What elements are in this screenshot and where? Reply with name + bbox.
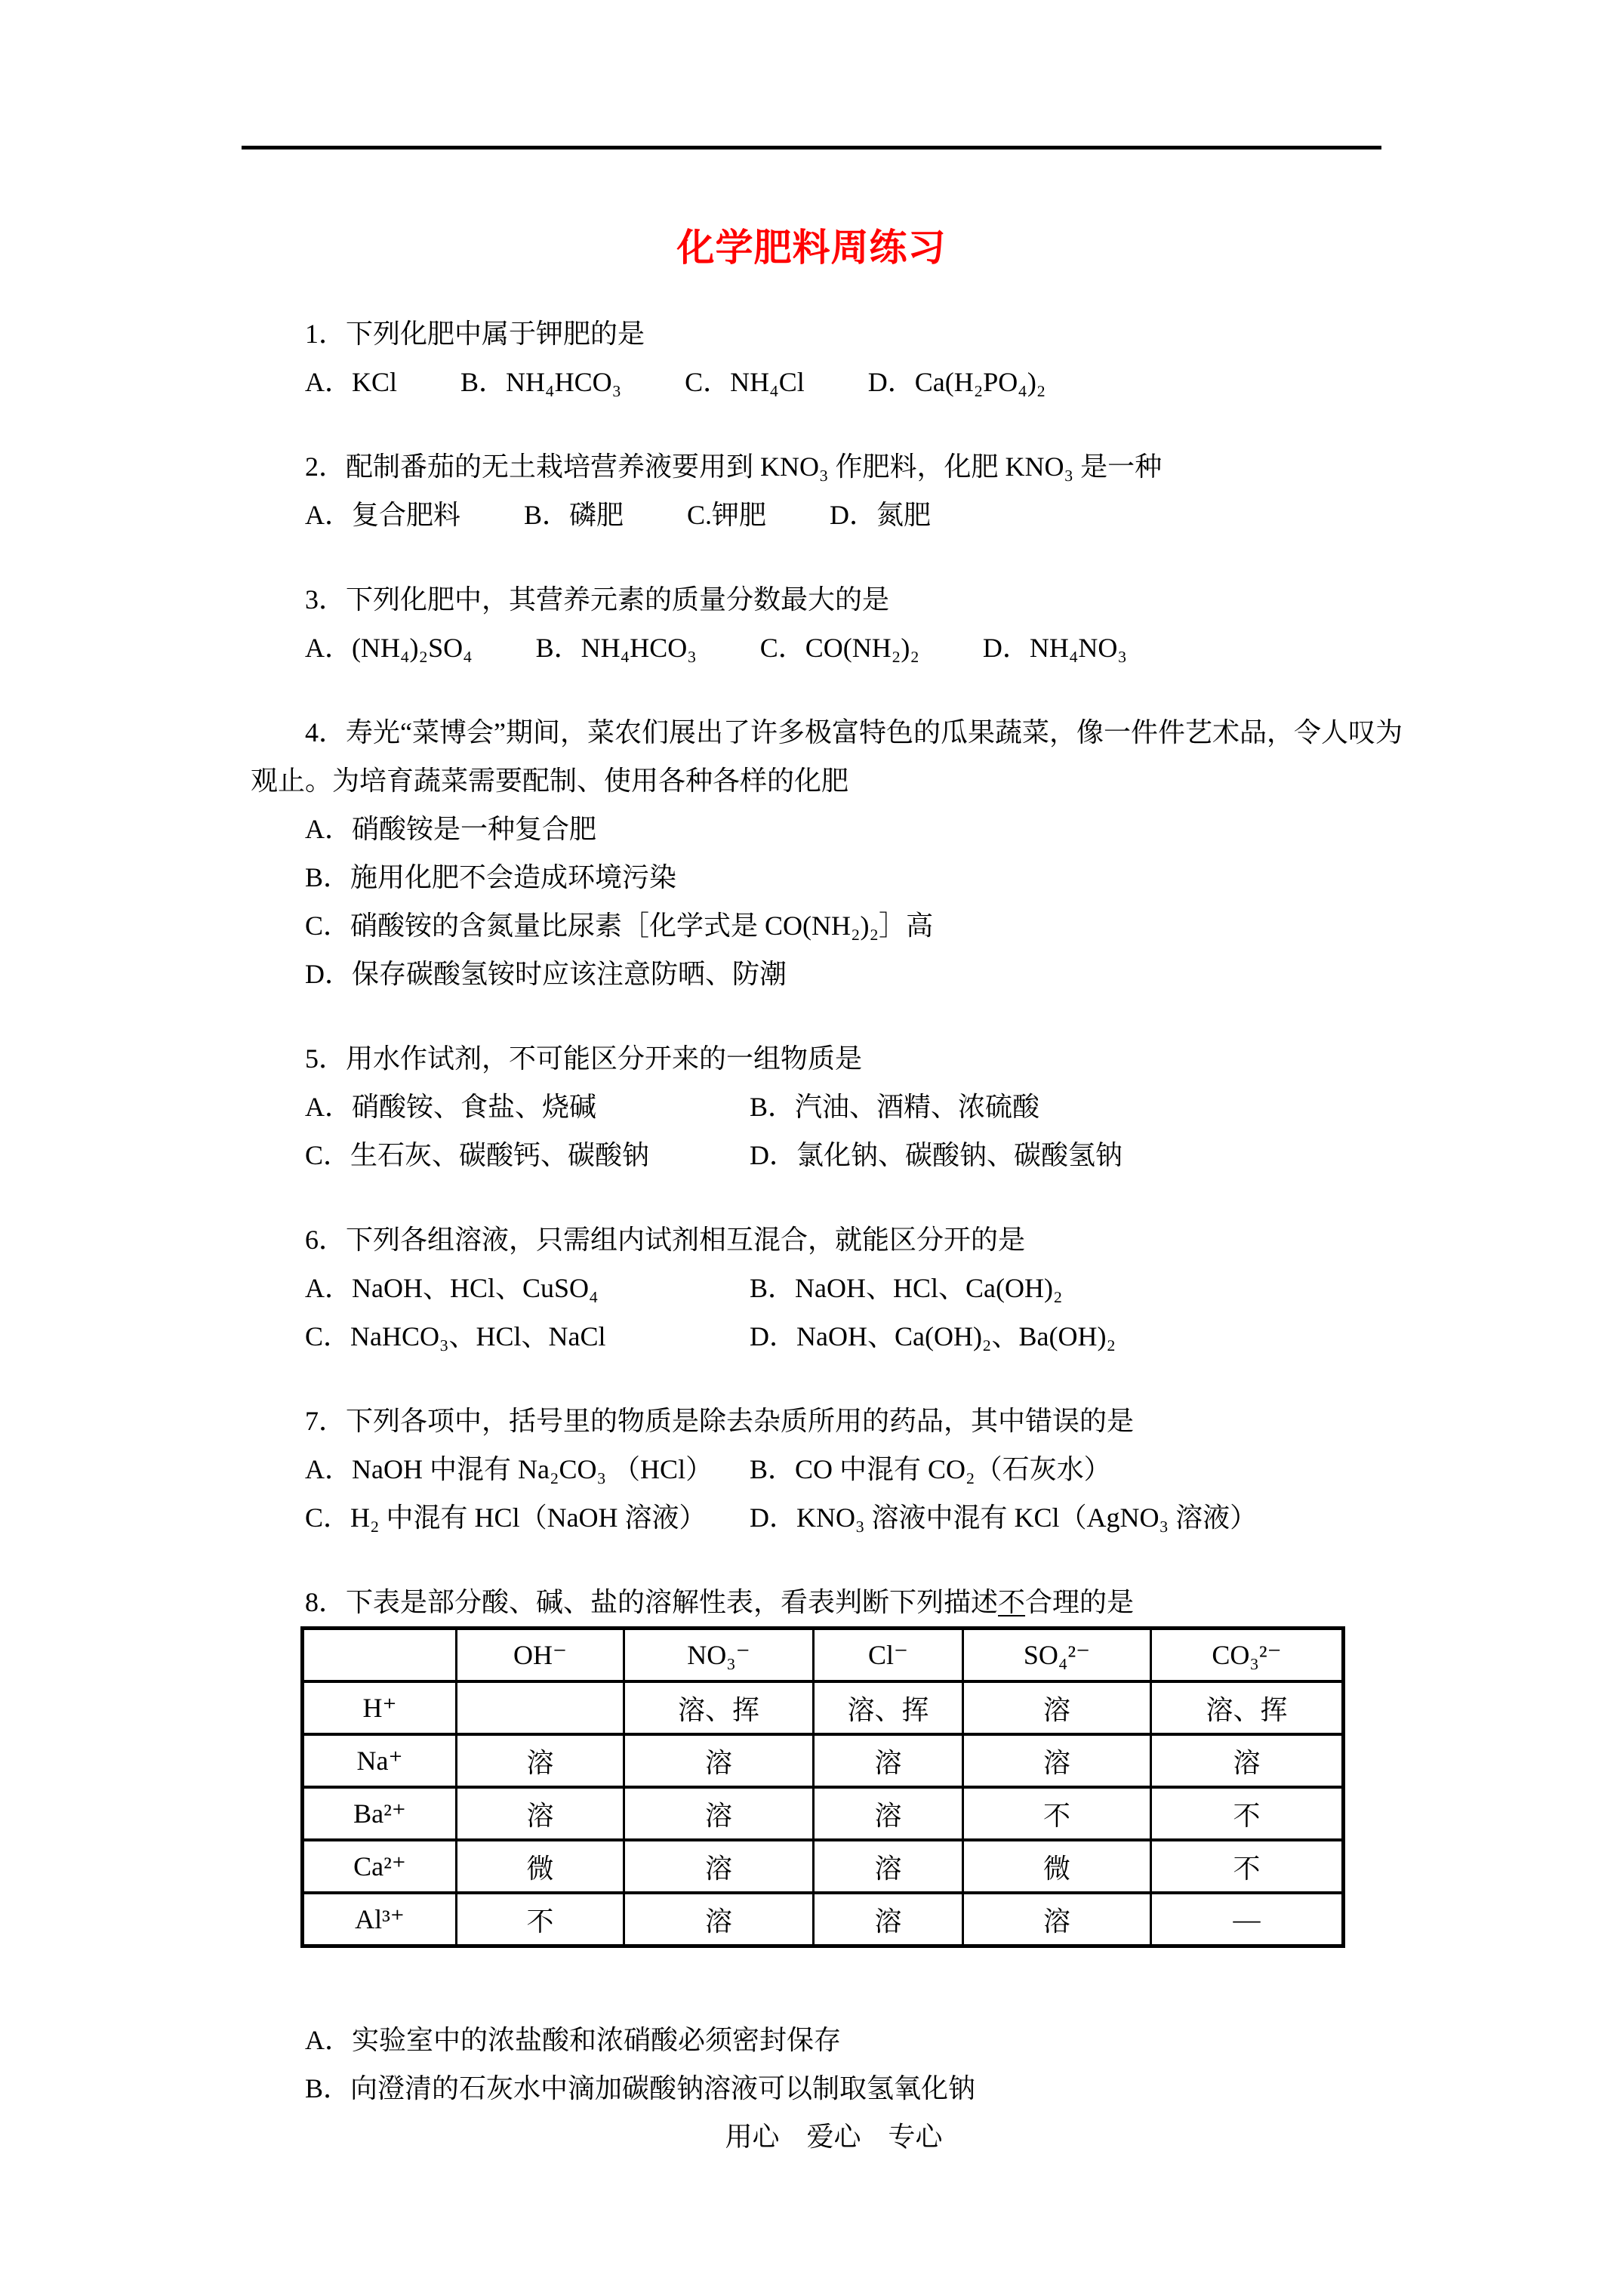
table-header-row	[303, 1629, 1344, 1682]
cell-na-oh: 溶	[457, 1734, 624, 1787]
cell-na-so4: 溶	[963, 1734, 1151, 1787]
table-header-no3: NO₃⁻	[624, 1629, 814, 1682]
cell-ba-so4: 不	[963, 1787, 1151, 1840]
row-label-na: Na⁺	[303, 1734, 457, 1787]
question-6	[251, 1216, 1417, 1361]
question-5-option-d: D．氯化钠、碳酸钠、碳酸氢钠	[750, 1140, 1123, 1170]
question-1-option-b: B．NH₄HCO₃	[460, 367, 622, 397]
question-8-choices	[251, 2016, 1417, 2113]
question-8-stem-underlined: 不	[998, 1587, 1026, 1617]
row-label-al: Al³⁺	[303, 1893, 457, 1946]
question-3-options	[251, 624, 1417, 672]
question-4-option-a: A．硝酸铵是一种复合肥	[305, 814, 596, 844]
cell-ca-co3: 不	[1151, 1840, 1344, 1893]
question-4	[251, 708, 1417, 998]
table-header-empty	[303, 1629, 457, 1682]
question-8-stem-after: 合理的是	[1025, 1587, 1135, 1617]
question-1-options	[251, 358, 1417, 406]
question-2-stem: 2．配制番茄的无土栽培营养液要用到 KNO₃ 作肥料，化肥 KNO₃ 是一种	[305, 451, 1163, 482]
question-1-option-a: A．KCl	[305, 367, 398, 397]
question-7-option-a: A．NaOH 中混有 Na₂CO₃ （HCl）	[305, 1454, 713, 1484]
document-body	[251, 310, 1417, 2161]
question-6-option-c: C．NaHCO₃、HCl、NaCl	[305, 1321, 606, 1351]
question-5-stem: 5．用水作试剂，不可能区分开来的一组物质是	[305, 1043, 863, 1074]
row-label-h: H⁺	[303, 1681, 457, 1734]
question-7-option-b: B．CO 中混有 CO₂（石灰水）	[750, 1454, 1111, 1484]
cell-ba-oh: 溶	[457, 1787, 624, 1840]
question-2-options	[251, 491, 1417, 539]
cell-ca-so4: 微	[963, 1840, 1151, 1893]
row-label-ca: Ca²⁺	[303, 1840, 457, 1893]
question-6-option-b: B．NaOH、HCl、Ca(OH)₂	[750, 1273, 1063, 1303]
question-5-option-a: A．硝酸铵、食盐、烧碱	[305, 1092, 596, 1122]
question-5-option-b: B．汽油、酒精、浓硫酸	[750, 1092, 1040, 1122]
question-3-option-d: D．NH₄NO₃	[982, 633, 1127, 663]
question-8-choice-b: B．向澄清的石灰水中滴加碳酸钠溶液可以制取氢氧化钠	[305, 2073, 976, 2103]
question-4-stem: 4．寿光“菜博会”期间，菜农们展出了许多极富特色的瓜果蔬菜，像一件件艺术品，令人叹为观止。为培育蔬菜需要配制、使用各种各样的化肥	[251, 717, 1403, 796]
table-header-so4: SO₄²⁻	[963, 1629, 1151, 1682]
question-1	[251, 310, 1417, 406]
question-1-option-c: C．NH₄Cl	[685, 367, 805, 397]
table-row-h	[303, 1681, 1344, 1734]
question-5-options-row-2	[251, 1131, 1417, 1179]
question-3-option-a: A．(NH₄)₂SO₄	[305, 633, 473, 663]
cell-na-no3: 溶	[624, 1734, 814, 1787]
document-title: 化学肥料周练习	[676, 227, 947, 269]
question-7-options-row-2	[251, 1493, 1417, 1542]
page-footer: 用心 爱心 专心	[725, 2122, 943, 2152]
cell-h-so4: 溶	[963, 1681, 1151, 1734]
question-7-option-d: D．KNO₃ 溶液中混有 KCl（AgNO₃ 溶液）	[750, 1502, 1258, 1533]
question-7	[251, 1397, 1417, 1542]
table-header-oh: OH⁻	[457, 1629, 624, 1682]
question-6-option-d: D．NaOH、Ca(OH)₂、Ba(OH)₂	[750, 1321, 1116, 1351]
question-2-option-c: C.钾肥	[687, 500, 767, 530]
question-1-stem: 1．下列化肥中属于钾肥的是	[305, 319, 645, 349]
table-row-ca	[303, 1840, 1344, 1893]
cell-h-cl: 溶、挥	[814, 1681, 963, 1734]
solubility-table	[300, 1626, 1345, 1948]
cell-al-cl: 溶	[814, 1893, 963, 1946]
table-row-al	[303, 1893, 1344, 1946]
question-7-option-c: C．H₂ 中混有 HCl（NaOH 溶液）	[305, 1502, 707, 1533]
question-1-option-d: D．Ca(H₂PO₄)₂	[867, 367, 1046, 397]
cell-h-oh	[457, 1681, 624, 1734]
table-header-co3: CO₃²⁻	[1151, 1629, 1344, 1682]
question-4-option-c: C．硝酸铵的含氮量比尿素［化学式是 CO(NH₂)₂］高	[305, 911, 934, 941]
cell-ba-no3: 溶	[624, 1787, 814, 1840]
question-5-options-row-1	[251, 1083, 1417, 1131]
question-6-options-row-1	[251, 1264, 1417, 1312]
table-row-ba	[303, 1787, 1344, 1840]
table-header-cl: Cl⁻	[814, 1629, 963, 1682]
cell-ca-cl: 溶	[814, 1840, 963, 1893]
question-8	[251, 1578, 1417, 1626]
question-8-choice-a: A．实验室中的浓盐酸和浓硝酸必须密封保存	[305, 2025, 841, 2055]
row-label-ba: Ba²⁺	[303, 1787, 457, 1840]
question-8-stem-before: 8．下表是部分酸、碱、盐的溶解性表，看表判断下列描述	[305, 1587, 999, 1617]
table-row-na	[303, 1734, 1344, 1787]
question-2	[251, 442, 1417, 539]
question-3-stem: 3．下列化肥中，其营养元素的质量分数最大的是	[305, 584, 890, 615]
cell-al-no3: 溶	[624, 1893, 814, 1946]
horizontal-divider	[242, 146, 1381, 149]
cell-al-co3: —	[1151, 1893, 1344, 1946]
question-2-option-a: A．复合肥料	[305, 500, 460, 530]
cell-ba-cl: 溶	[814, 1787, 963, 1840]
question-2-option-b: B．磷肥	[524, 500, 624, 530]
cell-ca-oh: 微	[457, 1840, 624, 1893]
question-6-option-a: A．NaOH、HCl、CuSO₄	[305, 1273, 599, 1303]
cell-h-co3: 溶、挥	[1151, 1681, 1344, 1734]
question-5-option-c: C．生石灰、碳酸钙、碳酸钠	[305, 1140, 650, 1170]
question-5	[251, 1034, 1417, 1179]
cell-ba-co3: 不	[1151, 1787, 1344, 1840]
question-2-option-d: D．氮肥	[830, 500, 932, 530]
question-4-option-d: D．保存碳酸氢铵时应该注意防晒、防潮	[305, 959, 787, 989]
question-3	[251, 575, 1417, 672]
question-6-stem: 6．下列各组溶液，只需组内试剂相互混合，就能区分开的是	[305, 1225, 1026, 1255]
question-7-options-row-1	[251, 1445, 1417, 1493]
cell-na-co3: 溶	[1151, 1734, 1344, 1787]
question-8-stem	[251, 1578, 1417, 1626]
cell-ca-no3: 溶	[624, 1840, 814, 1893]
question-3-option-c: C．CO(NH₂)₂	[759, 633, 919, 663]
question-3-option-b: B．NH₄HCO₃	[535, 633, 697, 663]
question-6-options-row-2	[251, 1312, 1417, 1361]
question-4-option-b: B．施用化肥不会造成环境污染	[305, 862, 677, 892]
cell-al-so4: 溶	[963, 1893, 1151, 1946]
question-7-stem: 7．下列各项中，括号里的物质是除去杂质所用的药品，其中错误的是	[305, 1406, 1135, 1436]
cell-h-no3: 溶、挥	[624, 1681, 814, 1734]
cell-al-oh: 不	[457, 1893, 624, 1946]
cell-na-cl: 溶	[814, 1734, 963, 1787]
